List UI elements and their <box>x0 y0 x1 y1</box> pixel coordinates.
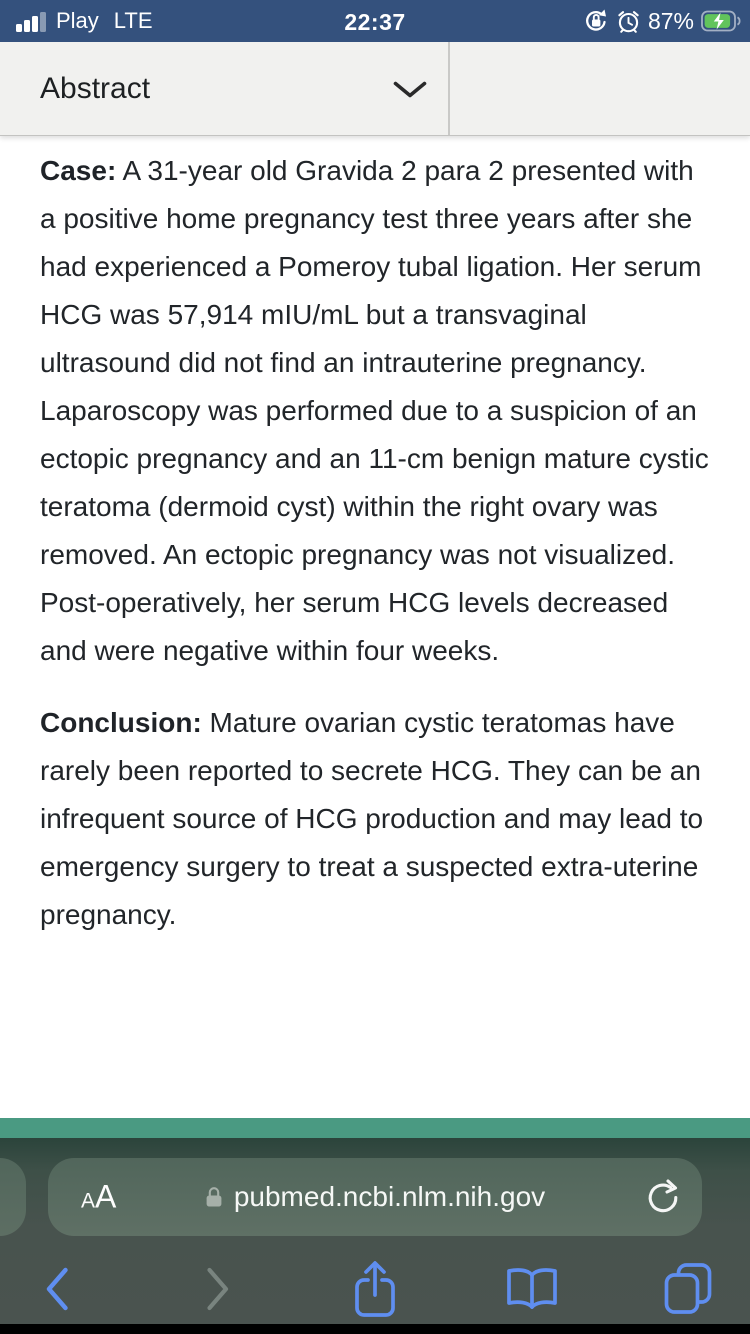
rotation-lock-icon <box>583 8 609 34</box>
book-icon[interactable] <box>504 1266 560 1312</box>
forward-icon[interactable] <box>205 1266 231 1312</box>
url-bar[interactable] <box>48 1158 702 1236</box>
conclusion-text: Mature ovarian cystic teratomas have rarely been reported to secrete HCG. They can be an infrequent source of HCG production and may lead to emergency surgery to treat a suspected extra-uterine pregnancy. <box>40 707 704 930</box>
section-select-label: Abstract <box>40 71 151 105</box>
lock-icon <box>205 1186 223 1208</box>
tabs-icon[interactable] <box>662 1261 714 1317</box>
abstract-content <box>0 136 750 1118</box>
case-text: A 31-year old Gravida 2 para 2 presented with a positive home pregnancy test three years after she had experienced a Pomeroy tubal ligation. Her serum HCG was 57,914 mIU/mL but a transvaginal ultrasound did not find an intrauterine pregnancy. Laparoscopy was performed due to a suspicion of an ectopic pregnancy and an 11-cm benign mature cystic teratoma (dermoid cyst) within the right ovary was removed. An ectopic pregnancy was not visualized. Post-operatively, her serum HCG levels decreased and were negative within four weeks. <box>40 155 709 666</box>
back-icon[interactable] <box>44 1266 70 1312</box>
reload-icon[interactable] <box>644 1178 682 1216</box>
share-icon[interactable] <box>353 1259 397 1319</box>
status-bar <box>0 0 750 42</box>
header-divider <box>448 42 450 135</box>
url-domain: pubmed.ncbi.nlm.nih.gov <box>233 1181 546 1212</box>
page-footer-strip <box>0 1118 750 1138</box>
text-size-small-glyph: A <box>81 1189 96 1213</box>
url-field <box>48 1158 702 1236</box>
text-size-large-glyph: A <box>95 1178 117 1215</box>
section-header <box>0 42 750 136</box>
carrier-label: Play <box>56 8 99 33</box>
abstract-paragraph-conclusion <box>40 699 710 939</box>
alarm-icon <box>616 9 641 34</box>
battery-charging-icon <box>701 10 742 32</box>
conclusion-label: Conclusion: <box>40 707 202 738</box>
abstract-paragraph-case <box>40 147 710 675</box>
section-select[interactable] <box>0 42 448 135</box>
clock-label: 22:37 <box>344 9 406 35</box>
chevron-down-icon <box>392 80 428 100</box>
home-indicator-strip <box>0 1324 750 1334</box>
network-type-label: LTE <box>113 8 153 33</box>
battery-percent-label: 87% <box>647 7 694 34</box>
case-label: Case: <box>40 155 117 186</box>
status-right-cluster <box>583 0 742 42</box>
